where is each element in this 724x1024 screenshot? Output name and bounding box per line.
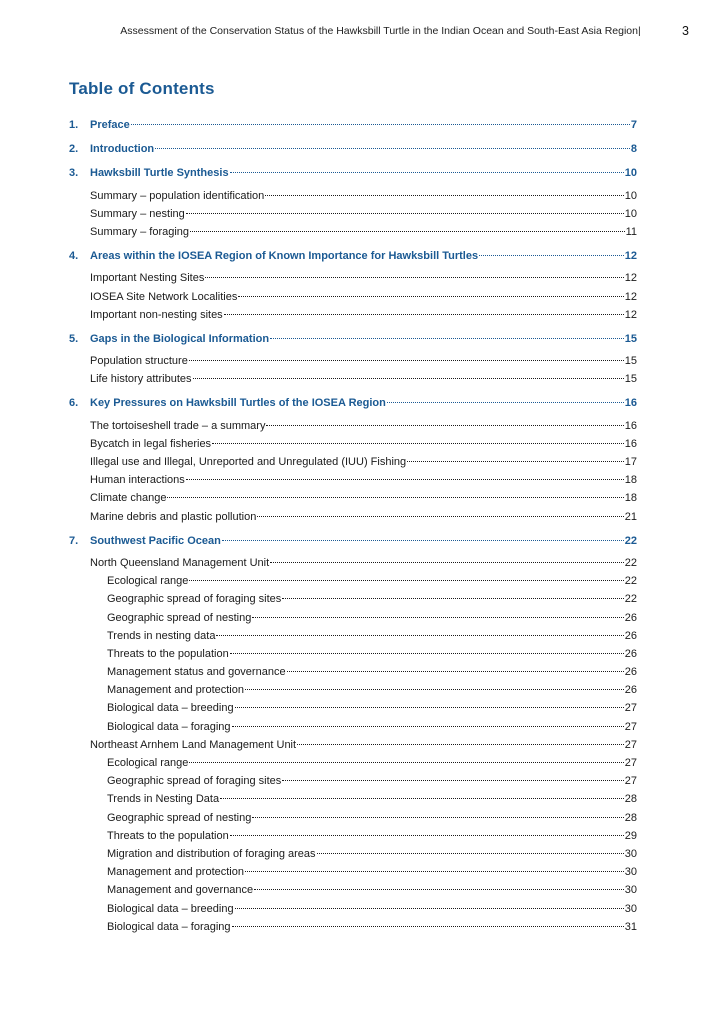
dot-leader — [270, 337, 624, 339]
toc-entry-page: 27 — [624, 702, 637, 715]
toc-entry-page: 28 — [624, 811, 637, 824]
toc-entry-page: 29 — [624, 829, 637, 842]
toc-entry[interactable] — [69, 772, 637, 790]
dot-leader — [224, 313, 624, 315]
toc-entry[interactable] — [69, 863, 637, 881]
toc-entry-title: Geographic spread of foraging sites — [107, 593, 282, 606]
toc-entry-page: 8 — [630, 143, 637, 156]
dot-leader — [282, 597, 623, 599]
toc-entry-title: North Queensland Management Unit — [90, 556, 270, 569]
running-title: Assessment of the Conservation Status of the Hawksbill Turtle in the Indian Ocean and South-East Asia Region — [120, 25, 638, 37]
toc-entry-number: 1. — [69, 119, 79, 131]
toc-entry-title: Northeast Arnhem Land Management Unit — [90, 738, 297, 751]
toc-entry-page: 27 — [624, 738, 637, 751]
dot-leader — [287, 670, 624, 672]
toc-entry-number: 4. — [69, 250, 79, 263]
toc-entry-title: Life history attributes — [90, 373, 192, 386]
dot-leader — [212, 442, 624, 444]
dot-leader — [245, 688, 624, 690]
toc-entry[interactable] — [69, 508, 637, 526]
toc-entry[interactable] — [69, 394, 637, 412]
toc-entry-title: Geographic spread of nesting — [107, 611, 252, 624]
page-number: 3 — [682, 24, 689, 38]
toc-entry-title: Important Nesting Sites — [90, 272, 205, 285]
toc-entry-title: Ecological range — [107, 575, 189, 588]
toc-entry-number: 3. — [69, 167, 79, 180]
dot-leader — [189, 359, 624, 361]
toc-entry[interactable] — [69, 790, 637, 808]
toc-entry-title: Threats to the population — [107, 647, 229, 660]
dot-leader — [186, 478, 624, 480]
dot-leader — [222, 539, 624, 541]
toc-entry-title: IOSEA Site Network Localities — [90, 290, 238, 303]
toc-entry[interactable] — [69, 900, 637, 918]
toc-entry-page: 21 — [624, 510, 637, 523]
toc-entry[interactable] — [69, 306, 637, 324]
toc-entry-page: 30 — [624, 847, 637, 860]
dot-leader — [193, 377, 624, 379]
toc-entry-page: 27 — [624, 757, 637, 769]
toc-entry-page: 30 — [624, 884, 637, 897]
dot-leader — [216, 634, 623, 636]
toc-entry-page: 15 — [624, 355, 637, 368]
toc-entry-page: 22 — [624, 575, 637, 588]
dot-leader — [131, 123, 630, 125]
toc-entry-page: 18 — [624, 492, 637, 505]
toc-entry[interactable] — [69, 417, 637, 435]
table-of-contents — [69, 116, 637, 936]
toc-entry[interactable] — [69, 269, 637, 287]
dot-leader — [190, 230, 625, 232]
dot-leader — [230, 834, 624, 836]
toc-entry[interactable] — [69, 645, 637, 663]
toc-entry-title: Trends in Nesting Data — [107, 793, 220, 806]
toc-entry[interactable] — [69, 352, 637, 370]
toc-entry[interactable] — [69, 681, 637, 699]
toc-entry[interactable] — [69, 247, 637, 265]
toc-entry-title: Hawksbill Turtle Synthesis — [90, 167, 229, 180]
toc-entry-title: Biological data – breeding — [107, 702, 234, 715]
toc-entry-title: Preface — [90, 119, 130, 131]
toc-entry-title: Summary – nesting — [90, 207, 185, 220]
toc-entry[interactable] — [69, 590, 637, 608]
dot-leader — [167, 496, 623, 498]
toc-entry[interactable] — [69, 572, 637, 590]
toc-entry-page: 22 — [624, 593, 637, 606]
toc-entry-title: Introduction — [90, 143, 155, 156]
toc-entry-page: 7 — [630, 119, 637, 131]
toc-entry-page: 10 — [624, 189, 637, 202]
toc-entry[interactable] — [69, 370, 637, 388]
toc-entry-title: Human interactions — [90, 474, 185, 487]
toc-entry[interactable] — [69, 140, 637, 158]
toc-entry-title: Important non-nesting sites — [90, 308, 223, 321]
dot-leader — [232, 725, 624, 727]
toc-entry-page: 11 — [625, 225, 637, 238]
toc-entry-title: Summary – population identification — [90, 189, 265, 202]
dot-leader — [155, 147, 630, 149]
toc-entry-title: Gaps in the Biological Information — [90, 332, 270, 345]
toc-entry[interactable] — [69, 754, 637, 772]
toc-entry-page: 26 — [624, 684, 637, 697]
toc-entry-title: Illegal use and Illegal, Unreported and Unregulated (IUU) Fishing — [90, 456, 407, 468]
dot-leader — [252, 616, 623, 618]
toc-entry-title: Key Pressures on Hawksbill Turtles of the IOSEA Region — [90, 397, 386, 410]
toc-entry-page: 10 — [624, 167, 637, 180]
dot-leader — [407, 460, 624, 462]
dot-leader — [265, 194, 623, 196]
toc-entry-page: 15 — [624, 373, 637, 386]
toc-entry-title: Biological data – breeding — [107, 902, 234, 915]
toc-entry-page: 15 — [624, 332, 637, 345]
toc-entry[interactable] — [69, 205, 637, 223]
toc-entry-page: 28 — [624, 793, 637, 806]
toc-entry-page: 22 — [624, 556, 637, 569]
toc-entry-page: 12 — [624, 272, 637, 285]
toc-entry-page: 22 — [624, 534, 637, 547]
toc-entry-title: Trends in nesting data — [107, 629, 216, 642]
toc-entry-title: Southwest Pacific Ocean — [90, 534, 221, 547]
toc-entry-page: 27 — [624, 775, 637, 788]
toc-entry-title: Geographic spread of nesting — [107, 811, 252, 824]
dot-leader — [238, 295, 623, 297]
toc-entry-title: The tortoiseshell trade – a summary — [90, 419, 266, 432]
toc-entry[interactable] — [69, 736, 637, 754]
dot-leader — [282, 779, 623, 781]
toc-entry[interactable] — [69, 881, 637, 899]
dot-leader — [186, 212, 624, 214]
toc-entry-page: 26 — [624, 666, 637, 679]
toc-entry-title: Management and protection — [107, 866, 244, 879]
toc-entry-page: 12 — [624, 250, 637, 263]
dot-leader — [220, 797, 624, 799]
toc-entry-title: Biological data – foraging — [107, 720, 231, 733]
toc-entry[interactable] — [69, 809, 637, 827]
dot-leader — [230, 171, 624, 173]
toc-entry-title: Migration and distribution of foraging areas — [107, 847, 316, 860]
toc-entry-title: Threats to the population — [107, 829, 229, 842]
toc-entry-number: 6. — [69, 397, 79, 410]
page-header — [0, 24, 724, 40]
dot-leader — [205, 276, 623, 278]
dot-leader — [270, 561, 624, 563]
toc-entry-page: 12 — [624, 290, 637, 303]
toc-entry[interactable] — [69, 918, 637, 936]
toc-entry-title: Ecological range — [107, 757, 189, 769]
toc-entry-number: 2. — [69, 143, 79, 156]
toc-entry-page: 16 — [624, 397, 637, 410]
toc-entry-title: Climate change — [90, 492, 167, 505]
toc-title: Table of Contents — [69, 79, 215, 98]
toc-entry-page: 30 — [624, 866, 637, 879]
dot-leader — [387, 401, 624, 403]
toc-entry-page: 16 — [624, 437, 637, 450]
toc-entry[interactable] — [69, 489, 637, 507]
dot-leader — [479, 254, 624, 256]
toc-entry-title: Management and protection — [107, 684, 244, 697]
dot-leader — [254, 888, 624, 890]
toc-entry[interactable] — [69, 288, 637, 306]
toc-entry-title: Geographic spread of foraging sites — [107, 775, 282, 788]
toc-entry-number: 5. — [69, 332, 79, 345]
toc-entry-title: Management and governance — [107, 884, 254, 897]
toc-entry[interactable] — [69, 845, 637, 863]
toc-entry[interactable] — [69, 699, 637, 717]
dot-leader — [189, 761, 623, 763]
dot-leader — [235, 706, 624, 708]
toc-entry-title: Management status and governance — [107, 666, 286, 679]
toc-entry-page: 17 — [624, 456, 637, 468]
toc-entry-page: 26 — [624, 647, 637, 660]
toc-entry[interactable] — [69, 554, 637, 572]
toc-entry[interactable] — [69, 435, 637, 453]
toc-entry-page: 12 — [624, 308, 637, 321]
toc-entry-title: Bycatch in legal fisheries — [90, 437, 212, 450]
toc-entry-title: Biological data – foraging — [107, 920, 231, 933]
header-separator: | — [638, 25, 641, 37]
toc-entry[interactable] — [69, 223, 637, 241]
dot-leader — [266, 424, 623, 426]
dot-leader — [297, 743, 624, 745]
toc-entry-title: Summary – foraging — [90, 225, 190, 238]
dot-leader — [232, 925, 624, 927]
toc-entry-page: 26 — [624, 611, 637, 624]
toc-entry[interactable] — [69, 627, 637, 645]
toc-entry-title: Population structure — [90, 355, 188, 368]
dot-leader — [252, 816, 623, 818]
toc-entry[interactable] — [69, 471, 637, 489]
dot-leader — [257, 515, 623, 517]
toc-entry[interactable] — [69, 663, 637, 681]
dot-leader — [235, 907, 624, 909]
toc-entry-page: 30 — [624, 902, 637, 915]
toc-entry[interactable] — [69, 330, 637, 348]
toc-entry[interactable] — [69, 532, 637, 550]
toc-entry-title: Marine debris and plastic pollution — [90, 510, 257, 523]
toc-entry-page: 16 — [624, 419, 637, 432]
dot-leader — [317, 852, 624, 854]
toc-entry[interactable] — [69, 164, 637, 182]
toc-entry-page: 31 — [624, 920, 637, 933]
toc-entry-number: 7. — [69, 534, 79, 547]
toc-entry-page: 26 — [624, 629, 637, 642]
toc-entry[interactable] — [69, 718, 637, 736]
dot-leader — [245, 870, 624, 872]
toc-entry[interactable] — [69, 609, 637, 627]
toc-entry[interactable] — [69, 453, 637, 471]
toc-entry-title: Areas within the IOSEA Region of Known Importance for Hawksbill Turtles — [90, 250, 479, 263]
toc-entry-page: 10 — [624, 207, 637, 220]
toc-entry[interactable] — [69, 116, 637, 134]
toc-entry-page: 18 — [624, 474, 637, 487]
dot-leader — [189, 579, 623, 581]
toc-entry[interactable] — [69, 827, 637, 845]
toc-entry[interactable] — [69, 187, 637, 205]
toc-entry-page: 27 — [624, 720, 637, 733]
dot-leader — [230, 652, 624, 654]
